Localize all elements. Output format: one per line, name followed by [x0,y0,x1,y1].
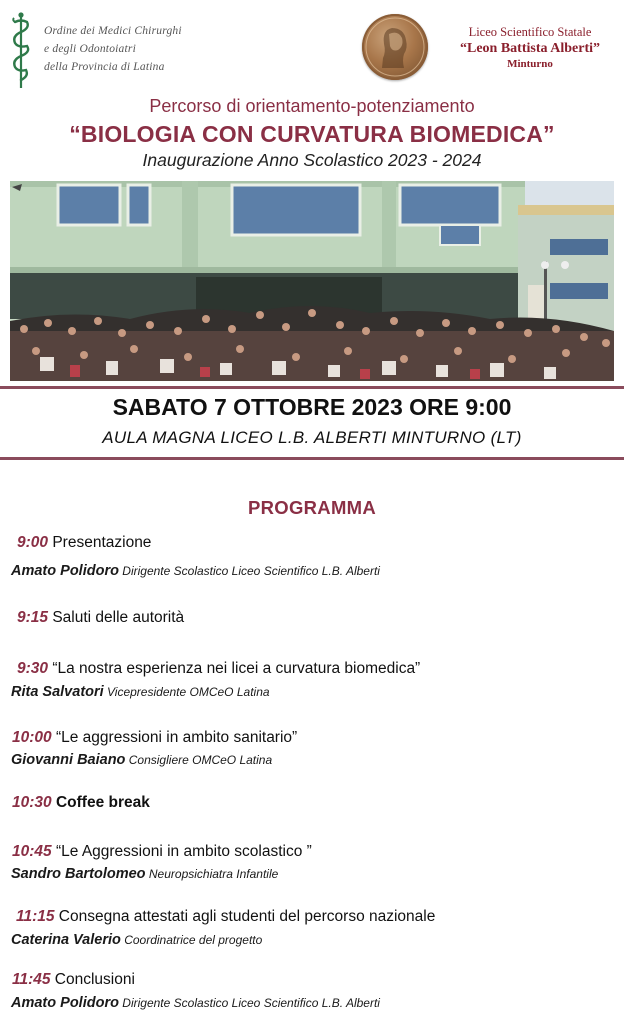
speaker-role: Vicepresidente OMCeO Latina [103,685,270,699]
order-line-1: Ordine dei Medici Chirurghi [44,25,182,37]
school-line-1: Liceo Scientifico Statale [468,25,592,39]
event-date: SABATO 7 OTTOBRE 2023 ORE 9:00 [112,394,512,420]
item-title: Coffee break [51,794,150,811]
program-item [17,609,624,627]
divider-top [0,386,624,389]
order-line-2: e degli Odontoiatri [44,43,136,55]
item-time: 10:00 [12,729,52,746]
item-speaker [11,752,621,768]
speaker-role: Consigliere OMCeO Latina [125,753,273,767]
inauguration-line: Inaugurazione Anno Scolastico 2023 - 2024 [142,150,482,170]
item-time: 9:15 [17,609,49,626]
speaker-role: Coordinatrice del progetto [120,933,263,947]
item-speaker [11,563,621,579]
program-item [12,794,624,812]
item-time: 9:00 [17,534,49,551]
school-line-3: Minturno [507,58,553,70]
course-title: “BIOLOGIA CON CURVATURA BIOMEDICA” [69,121,555,147]
school-medal-logo-icon [362,14,428,80]
item-title: “Le aggressioni in ambito sanitario” [51,729,298,746]
item-title: Conclusioni [50,971,135,988]
item-speaker [11,684,621,700]
school-crowd-photo [10,181,614,381]
program-item [16,908,624,926]
speaker-name: Rita Salvatori [11,684,104,700]
school-name [436,24,624,71]
item-title: “La nostra esperienza nei licei a curvatura biomedica” [48,660,421,677]
item-time: 10:45 [12,843,52,860]
speaker-name: Amato Polidoro [11,995,119,1011]
speaker-name: Amato Polidoro [11,563,119,579]
speaker-name: Caterina Valerio [11,932,121,948]
item-time: 10:30 [12,794,52,811]
item-speaker [11,932,621,948]
school-line-2: “Leon Battista Alberti” [460,41,600,56]
program-heading: PROGRAMMA [247,497,377,518]
speaker-role: Dirigente Scolastico Liceo Scientifico L.B. Alberti [118,564,380,578]
item-speaker [11,866,621,882]
speaker-name: Giovanni Baiano [11,752,126,768]
item-speaker [11,995,621,1011]
event-place: AULA MAGNA LICEO L.B. ALBERTI MINTURNO (LT) [102,428,522,447]
item-time: 11:45 [12,971,51,988]
item-title: Saluti delle autorità [48,609,185,626]
course-subtitle: Percorso di orientamento-potenziamento [149,96,475,116]
item-title: Presentazione [48,534,152,551]
medical-order-name [44,22,264,76]
header [0,0,624,92]
caduceus-logo-icon [6,10,36,90]
item-title: Consegna attestati agli studenti del percorso nazionale [54,908,436,925]
item-time: 11:15 [16,908,55,925]
item-title: “Le Aggressioni in ambito scolastico ” [51,843,312,860]
program-item [12,971,624,989]
divider-bottom [0,457,624,460]
program-item [12,729,624,747]
program-item [17,534,624,552]
program-item [17,660,624,678]
speaker-role: Dirigente Scolastico Liceo Scientifico L.B. Alberti [118,996,380,1010]
program-item [12,843,624,861]
item-time: 9:30 [17,660,49,677]
order-line-3: della Provincia di Latina [44,61,165,73]
speaker-role: Neuropsichiatra Infantile [145,867,279,881]
speaker-name: Sandro Bartolomeo [11,866,146,882]
